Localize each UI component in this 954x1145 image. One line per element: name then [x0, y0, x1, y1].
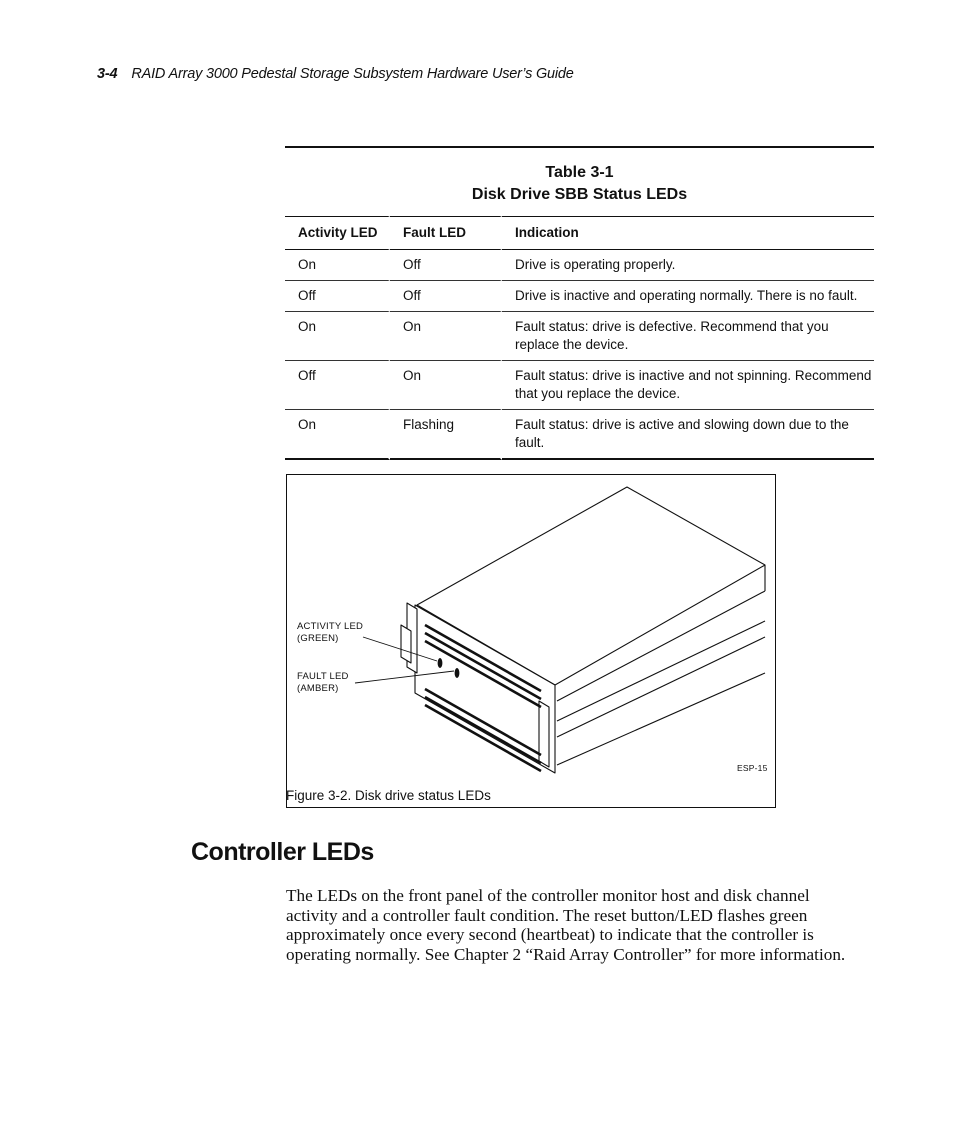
- table-header-row: [285, 216, 874, 250]
- running-head-title: RAID Array 3000 Pedestal Storage Subsystem Hardware User’s Guide: [131, 66, 574, 82]
- activity-led-cell: On: [285, 250, 390, 281]
- table-label: Table 3-1: [545, 164, 614, 181]
- fault-led: [455, 668, 460, 678]
- page-number: 3-4: [97, 66, 118, 82]
- led-table: [285, 216, 874, 460]
- table-row: [285, 410, 874, 460]
- table-row: [285, 281, 874, 312]
- table-row: [285, 250, 874, 281]
- indication-cell: Drive is inactive and operating normally. There is no fault.: [502, 281, 874, 312]
- column-header-fault-led: Fault LED: [390, 216, 502, 250]
- running-head: [97, 66, 574, 82]
- fault-led-color: (AMBER): [297, 683, 339, 694]
- activity-led-cell: Off: [285, 361, 390, 410]
- table-caption: [285, 148, 874, 216]
- section-heading: Controller LEDs: [191, 838, 374, 866]
- indication-cell: Fault status: drive is inactive and not spinning. Recommend that you replace the device.: [502, 361, 874, 410]
- activity-led-callout: [297, 621, 363, 645]
- activity-led-cell: Off: [285, 281, 390, 312]
- table-row: [285, 312, 874, 361]
- indication-cell: Fault status: drive is defective. Recommend that you replace the device.: [502, 312, 874, 361]
- table-row: [285, 361, 874, 410]
- activity-led: [438, 658, 443, 668]
- fault-led-cell: Off: [390, 281, 502, 312]
- column-header-activity-led: Activity LED: [285, 216, 390, 250]
- art-id: ESP-15: [737, 763, 768, 773]
- indication-cell: Drive is operating properly.: [502, 250, 874, 281]
- body-paragraph: The LEDs on the front panel of the controller monitor host and disk channel activity and a controller fault condition. The reset button/LED flashes green approximately once every second (heartbeat) to indicate that the controller is operating normally. See Chapter 2 “Raid Array Controller” for more information.: [286, 886, 846, 964]
- activity-led-cell: On: [285, 312, 390, 361]
- fault-led-cell: Off: [390, 250, 502, 281]
- figure-caption: Figure 3-2. Disk drive status LEDs: [286, 788, 491, 803]
- fault-led-cell: On: [390, 312, 502, 361]
- fault-led-cell: Flashing: [390, 410, 502, 460]
- fault-led-label: FAULT LED: [297, 671, 349, 682]
- column-header-indication: Indication: [502, 216, 874, 250]
- status-led-table: [285, 146, 874, 460]
- fault-led-callout: [297, 671, 349, 695]
- activity-led-color: (GREEN): [297, 633, 339, 644]
- activity-led-cell: On: [285, 410, 390, 460]
- disk-drive-figure: [286, 474, 776, 808]
- indication-cell: Fault status: drive is active and slowing down due to the fault.: [502, 410, 874, 460]
- table-title: Disk Drive SBB Status LEDs: [471, 186, 688, 203]
- activity-led-label: ACTIVITY LED: [297, 621, 364, 632]
- fault-led-cell: On: [390, 361, 502, 410]
